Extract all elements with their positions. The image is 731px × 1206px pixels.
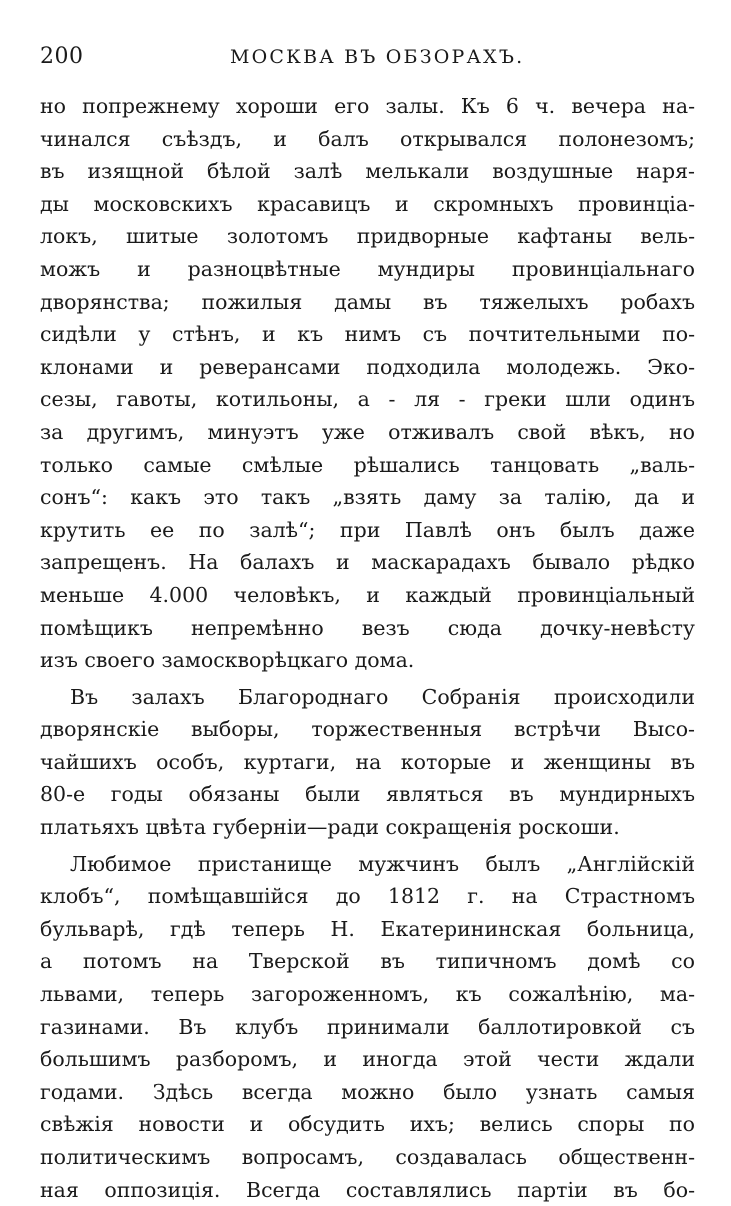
text-line: политическимъ вопросамъ, создавалась общественн- [40,1145,695,1169]
text-line: свѣжія новости и обсудить ихъ; велись споры по [40,1112,695,1137]
text-line: сонъ“: какъ это такъ „взять даму за талію, да и [40,485,695,510]
text-line: локъ, шитые золотомъ придворные кафтаны вель- [40,224,695,249]
text-line: газинами. Въ клубъ принимали баллотировкой съ [40,1014,695,1039]
running-title: МОСКВА ВЪ ОБЗОРАХЪ. [230,46,525,68]
text-line: ная оппозиція. Всегда составлялись партіи въ бо- [40,1177,695,1202]
text-line: дворянства; пожилыя дамы въ тяжелыхъ робахъ [40,289,695,314]
text-line: львами, теперь загороженномъ, къ сожалѣнію, ма- [40,982,695,1007]
text-line: чайшихъ особъ, куртаги, на которые и женщины въ [40,749,695,774]
text-line: помѣщикъ непремѣнно везъ сюда дочку-невѣсту [40,615,695,640]
text-line: Любимое пристанище мужчинъ былъ „Англійскій [70,851,695,876]
text-line: платьяхъ цвѣта губерніи—ради сокращенія роскоши. [40,815,620,840]
text-line: меньше 4.000 человѣкъ, и каждый провинціальный [40,582,695,607]
text-line: сезы, гавоты, котильоны, а - ля - греки шли одинъ [40,387,695,412]
text-line: въ изящной бѣлой залѣ мелькали воздушные наря- [40,159,695,184]
text-line: ды московскихъ красавицъ и скромныхъ провинціа- [40,191,695,216]
paragraph-2 [40,681,695,844]
page-header [40,44,692,74]
text-line: дворянскіе выборы, торжественныя встрѣчи Высо- [40,717,695,742]
text-line: сидѣли у стѣнъ, и къ нимъ съ почтительными по- [40,322,695,347]
text-line: запрещенъ. На балахъ и маскарадахъ бывало рѣдко [40,550,695,575]
text-line: годами. Здѣсь всегда можно было узнать самыя [40,1079,695,1104]
text-line: можъ и разноцвѣтные мундиры провинціальнаго [40,256,695,281]
text-line: чинался съѣздъ, и балъ открывался полонезомъ; [40,126,695,151]
text-line: но попрежнему хороши его залы. Къ 6 ч. вечера на- [40,94,695,118]
text-line: изъ своего замоскворѣцкаго дома. [40,648,415,673]
text-line: крутить ее по залѣ“; при Павлѣ онъ былъ даже [40,517,695,542]
text-line: только самые смѣлые рѣшались танцовать „валь- [40,452,695,477]
text-line: а потомъ на Тверской въ типичномъ домѣ со [40,949,695,974]
page-number: 200 [40,44,84,69]
text-line: бульварѣ, гдѣ теперь Н. Екатерининская больница, [40,916,695,941]
text-line: большимъ разборомъ, и иногда этой чести ждали [40,1047,695,1072]
paragraph-1 [40,90,695,677]
text-line: Въ залахъ Благороднаго Собранія происходили [70,684,695,709]
text-line: 80-е годы обязаны были являться въ мундирныхъ [40,782,695,807]
body-text [40,90,695,1206]
text-line: клонами и реверансами подходила молодежь. Эко- [40,354,695,379]
paragraph-3 [40,848,695,1206]
text-line: клобъ“, помѣщавшійся до 1812 г. на Страстномъ [40,884,695,909]
text-line: за другимъ, минуэтъ уже отживалъ свой вѣкъ, но [40,419,695,444]
